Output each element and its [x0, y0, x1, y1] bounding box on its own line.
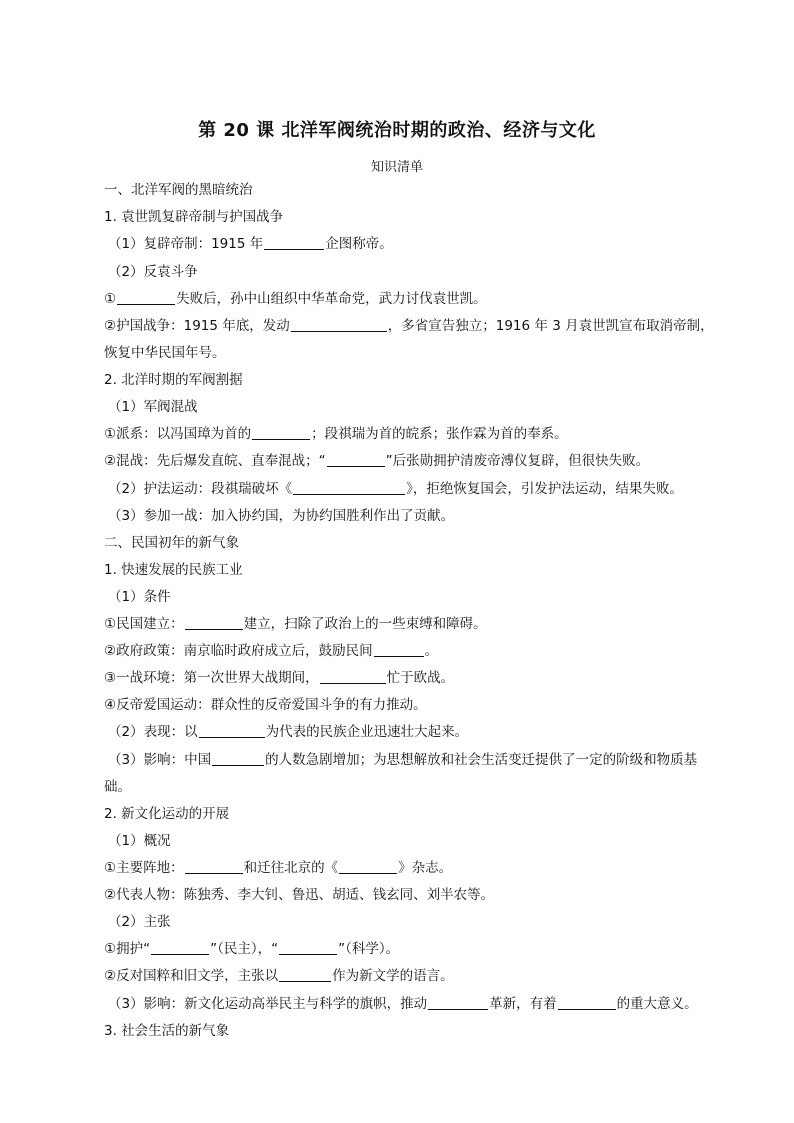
fill-blank	[185, 859, 243, 874]
fill-blank	[279, 940, 337, 955]
fill-blank	[374, 642, 424, 657]
fill-blank	[558, 995, 616, 1010]
text-line: ②反对国粹和旧文学，主张以 作为新文学的语言。	[104, 968, 454, 984]
page-title: 第 20 课 北洋军阀统治时期的政治、经济与文化	[198, 120, 596, 141]
text-line: （2）反袁斗争	[108, 264, 198, 280]
text-line: （2）护法运动：段祺瑞破坏《 》，拒绝恢复国会，引发护法运动，结果失败。	[108, 481, 683, 497]
text-line: ②护国战争：1915 年底，发动 ，多省宣告独立；1916 年 3 月袁世凯宣布取消帝制，	[104, 318, 714, 334]
fill-blank	[212, 751, 264, 766]
text-line: 恢复中华民国年号。	[104, 345, 226, 361]
text-line: （1）概况	[108, 833, 171, 849]
text-line: ②政府政策：南京临时政府成立后，鼓励民间 。	[104, 643, 439, 659]
fill-blank	[293, 480, 405, 495]
text-line: ① 失败后，孙中山组织中华革命党，武力讨伐袁世凯。	[104, 291, 487, 307]
text-line: ①主要阵地： 和迁往北京的《 》杂志。	[104, 860, 453, 876]
fill-blank	[291, 317, 387, 332]
text-line: ④反帝爱国运动：群众性的反帝爱国斗争的有力推动。	[104, 697, 427, 713]
subsection-heading: 1. 袁世凯复辟帝制与护国战争	[104, 209, 284, 225]
fill-blank	[320, 669, 386, 684]
text-line: ③一战环境：第一次世界大战期间， 忙于欧战。	[104, 670, 455, 686]
subsection-heading: 2. 新文化运动的开展	[104, 806, 230, 822]
fill-blank	[428, 995, 488, 1010]
text-line: ②混战：先后爆发直皖、直奉混战；“ ”后张勋拥护清废帝溥仪复辟，但很快失败。	[104, 453, 650, 469]
fill-blank	[264, 235, 324, 250]
text-line: （2）主张	[108, 914, 171, 930]
text-line: 础。	[104, 779, 131, 795]
text-line: （3）影响：新文化运动高举民主与科学的旗帜，推动 革新，有着 的重大意义。	[108, 996, 698, 1012]
text-line: （2）表现：以 为代表的民族企业迅速壮大起来。	[108, 724, 469, 740]
text-line: （1）军阀混战	[108, 399, 198, 415]
fill-blank	[117, 290, 175, 305]
section-heading: 一、北洋军阀的黑暗统治	[104, 182, 253, 198]
text-line: ①拥护“ ”（民主），“ ”（科学）。	[104, 941, 400, 957]
fill-blank	[151, 940, 209, 955]
text-line: （3）影响：中国 的人数急剧增加；为思想解放和社会生活变迁提供了一定的阶级和物质基	[108, 752, 698, 768]
text-line: ①民国建立： 建立，扫除了政治上的一些束缚和障碍。	[104, 616, 487, 632]
page-subtitle: 知识清单	[370, 160, 423, 175]
fill-blank	[327, 452, 385, 467]
fill-blank	[339, 859, 397, 874]
text-line: ②代表人物：陈独秀、李大钊、鲁迅、胡适、钱玄同、刘半农等。	[104, 887, 495, 903]
text-line: （1）条件	[108, 589, 171, 605]
fill-blank	[185, 615, 243, 630]
fill-blank	[279, 967, 331, 982]
subsection-heading: 1. 快速发展的民族工业	[104, 562, 243, 578]
subsection-heading: 3. 社会生活的新气象	[104, 1023, 230, 1039]
text-line: ①派系：以冯国璋为首的 ；段祺瑞为首的皖系；张作霖为首的奉系。	[104, 426, 568, 442]
text-line: （3）参加一战：加入协约国，为协约国胜利作出了贡献。	[108, 508, 455, 524]
fill-blank	[199, 723, 265, 738]
section-heading: 二、民国初年的新气象	[104, 535, 239, 551]
text-line: （1）复辟帝制：1915 年 企图称帝。	[108, 236, 393, 252]
fill-blank	[252, 425, 310, 440]
subsection-heading: 2. 北洋时期的军阀割据	[104, 372, 243, 388]
